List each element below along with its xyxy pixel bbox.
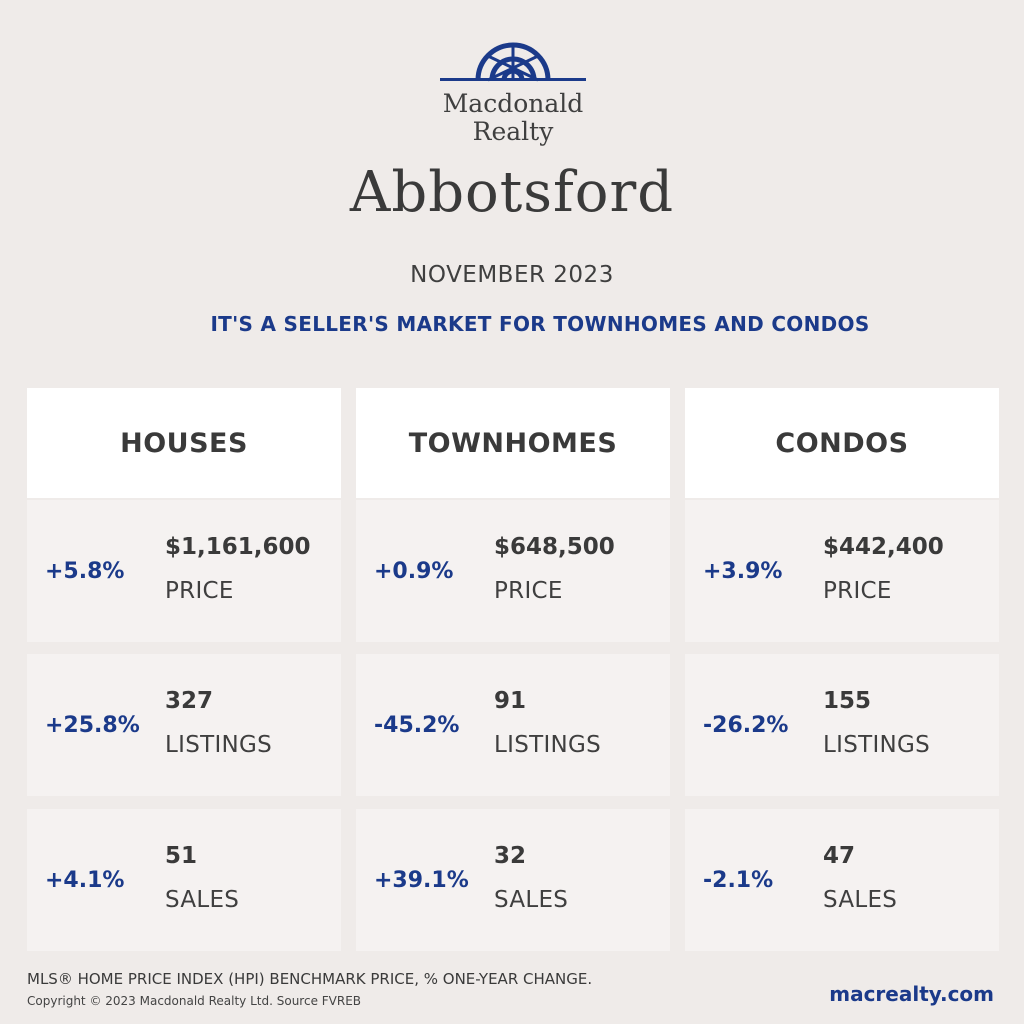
townhomes-column (356, 388, 670, 913)
copyright-text: Copyright © 2023 Macdonald Realty Ltd. Source FVREB (27, 994, 362, 1008)
stat-value: $1,161,600 (165, 534, 311, 560)
column-title: CONDOS (685, 388, 999, 498)
listings-card (685, 654, 999, 796)
city-title: Abbotsford (349, 160, 675, 225)
sales-card (27, 809, 341, 951)
listings-card (356, 654, 670, 796)
stat-label: LISTINGS (165, 732, 273, 758)
stat-label: LISTINGS (823, 732, 931, 758)
stat-label: SALES (494, 887, 569, 913)
brand-name-line1: Macdonald (442, 89, 584, 118)
change-percent: +5.8% (45, 558, 125, 584)
stat-label: SALES (165, 887, 240, 913)
change-percent: -26.2% (703, 712, 789, 738)
website-link[interactable]: macrealty.com (829, 982, 994, 1006)
condos-column (685, 388, 999, 913)
price-card (27, 500, 341, 642)
change-percent: -45.2% (374, 712, 460, 738)
column-title: HOUSES (27, 388, 341, 498)
change-percent: +3.9% (703, 558, 783, 584)
column-title: TOWNHOMES (356, 388, 670, 498)
brand-logo (440, 36, 586, 146)
market-headline: IT'S A SELLER'S MARKET FOR TOWNHOMES AND CONDOS (210, 312, 870, 336)
price-card (356, 500, 670, 642)
change-percent: +25.8% (45, 712, 140, 738)
stat-value: 51 (165, 843, 198, 869)
stat-label: PRICE (494, 578, 563, 604)
stat-value: 91 (494, 688, 527, 714)
stat-label: SALES (823, 887, 898, 913)
stat-label: PRICE (823, 578, 892, 604)
sales-card (685, 809, 999, 951)
stat-value: 32 (494, 843, 527, 869)
sales-card (356, 809, 670, 951)
stat-value: $442,400 (823, 534, 944, 560)
compass-rose-logo-icon (440, 36, 586, 84)
listings-card (27, 654, 341, 796)
hpi-footnote: MLS® HOME PRICE INDEX (HPI) BENCHMARK PRICE, % ONE-YEAR CHANGE. (27, 970, 593, 988)
stat-value: 47 (823, 843, 856, 869)
stat-label: PRICE (165, 578, 234, 604)
report-month: NOVEMBER 2023 (410, 262, 614, 288)
stat-label: LISTINGS (494, 732, 602, 758)
change-percent: -2.1% (703, 867, 774, 893)
change-percent: +39.1% (374, 867, 469, 893)
brand-name-line2: Realty (472, 117, 554, 146)
price-card (685, 500, 999, 642)
change-percent: +0.9% (374, 558, 454, 584)
stat-value: $648,500 (494, 534, 615, 560)
stat-value: 155 (823, 688, 872, 714)
stat-value: 327 (165, 688, 214, 714)
change-percent: +4.1% (45, 867, 125, 893)
houses-column (27, 388, 341, 913)
